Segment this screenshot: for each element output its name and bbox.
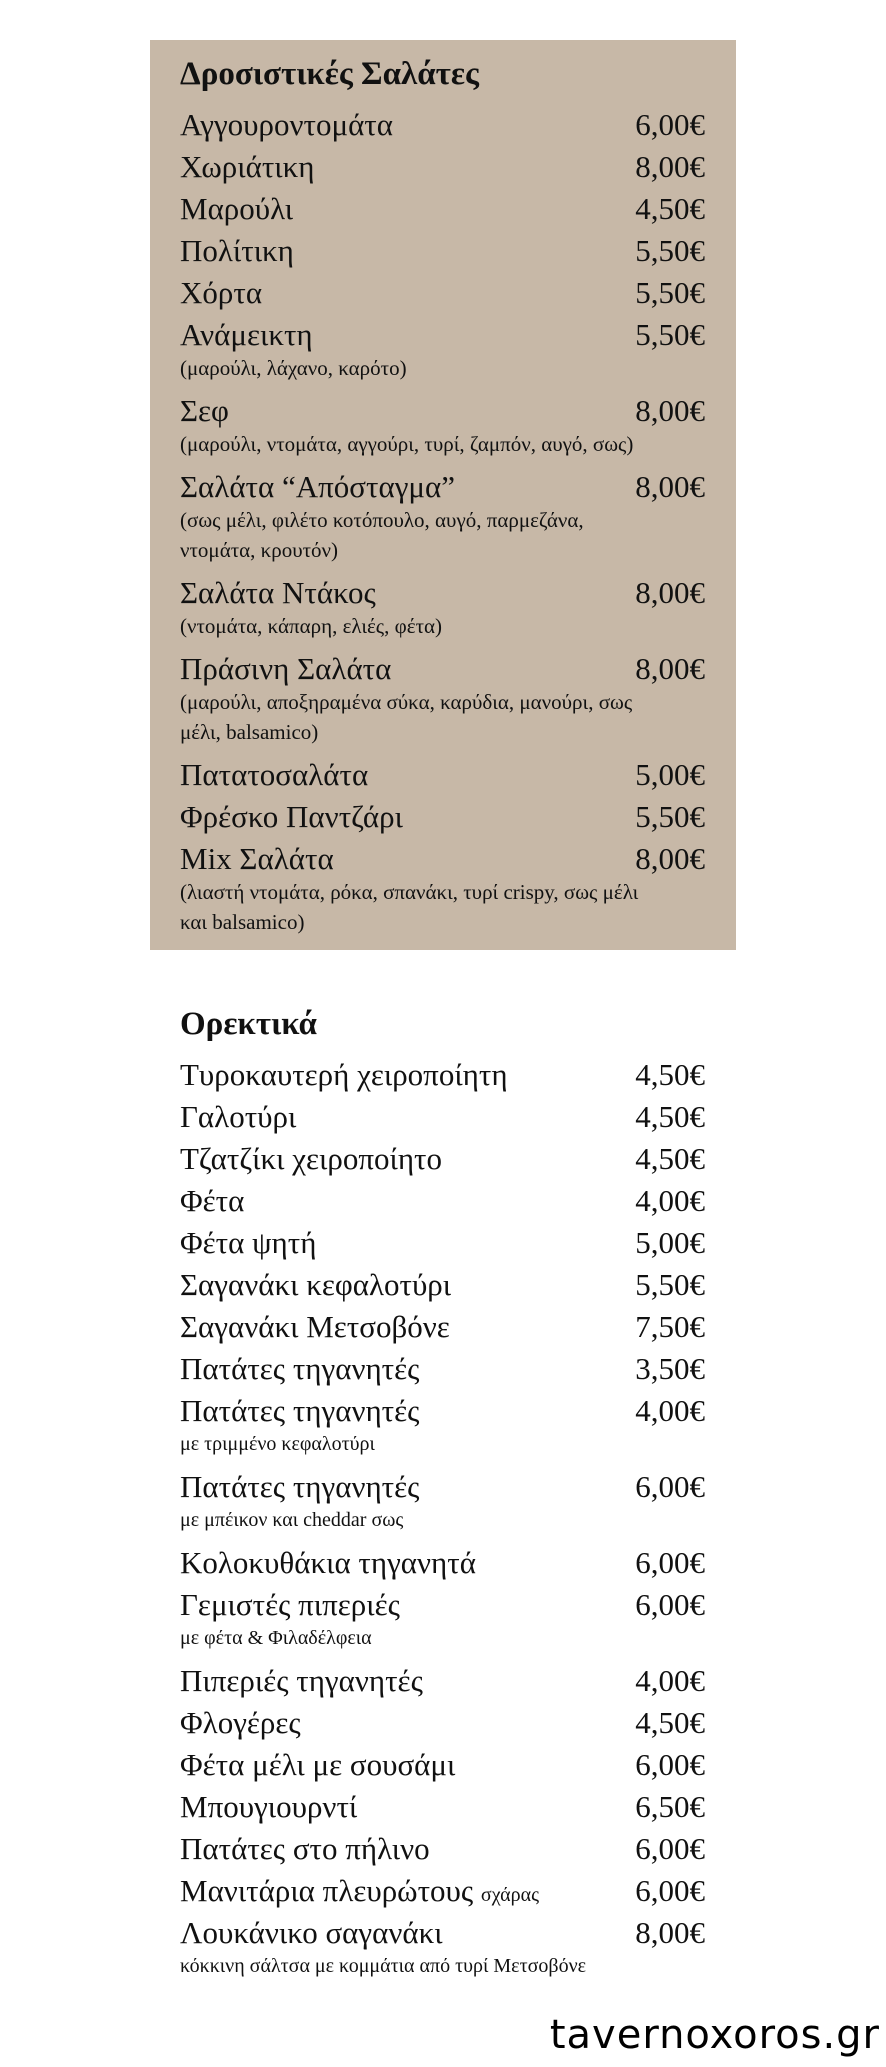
menu-item-name-text: Φέτα μέλι με σουσάμι	[180, 1747, 456, 1782]
menu-item-price: 5,50€	[635, 1267, 705, 1302]
menu-item-price: 5,50€	[635, 317, 705, 352]
menu-item-name-text: Πατάτες τηγανητές	[180, 1351, 420, 1386]
menu-item-name-text: Πατάτες τηγανητές	[180, 1469, 420, 1504]
menu-item-name-text: Κολοκυθάκια τηγανητά	[180, 1545, 476, 1580]
menu-item-price: 3,50€	[635, 1351, 705, 1386]
menu-item-price: 4,00€	[635, 1183, 705, 1218]
menu-item-name-text: Λουκάνικο σαγανάκι	[180, 1915, 443, 1950]
menu-item	[180, 189, 705, 231]
menu-item-name-text: Φρέσκο Παντζάρι	[180, 799, 403, 834]
menu-item-description: (μαρούλι, λάχανο, καρότο)	[180, 356, 407, 380]
menu-item	[180, 839, 705, 937]
menu-item-name	[180, 105, 393, 145]
menu-item-price: 6,00€	[635, 1469, 705, 1504]
menu-item-row	[180, 189, 705, 231]
menu-item	[180, 467, 705, 565]
menu-item-row	[180, 1703, 705, 1745]
menu-item-description: με φέτα & Φιλαδέλφεια	[180, 1627, 372, 1649]
menu-item-name	[180, 1467, 419, 1507]
menu-item-row	[180, 315, 705, 357]
menu-item	[180, 1055, 705, 1097]
menu-item-name	[180, 1223, 316, 1263]
menu-item-name-text: Πράσινη Σαλάτα	[180, 651, 392, 686]
menu-item-name-text: Μανιτάρια πλευρώτους	[180, 1873, 474, 1908]
menu-item-name-text: Γαλοτύρι	[180, 1099, 297, 1134]
menu-item-row	[180, 1871, 705, 1913]
menu-item	[180, 573, 705, 641]
salads-list	[180, 105, 705, 945]
menu-item-name-text: Σεφ	[180, 393, 229, 428]
menu-item-name	[180, 189, 293, 229]
menu-item	[180, 649, 705, 747]
site-watermark: tavernoxoros.gr	[549, 2012, 880, 2058]
menu-item-name	[180, 839, 334, 879]
menu-item-description: με τριμμένο κεφαλοτύρι	[180, 1433, 375, 1455]
menu-item-description: (μαρούλι, αποξηραμένα σύκα, καρύδια, μανούρι, σως μέλι, balsamico)	[180, 690, 633, 744]
menu-item-row	[180, 1787, 705, 1829]
menu-item	[180, 105, 705, 147]
menu-item-row	[180, 1585, 705, 1627]
menu-item-price: 8,00€	[635, 469, 705, 504]
menu-item	[180, 315, 705, 383]
menu-item-name-text: Σαλάτα “Απόσταγμα”	[180, 469, 456, 504]
menu-item-name-text: Πατάτες στο πήλινο	[180, 1831, 430, 1866]
salads-title: Δροσιστικές Σαλάτες	[180, 56, 479, 92]
menu-item-name-text: Χωριάτικη	[180, 149, 315, 184]
menu-item-price: 5,50€	[635, 799, 705, 834]
menu-item-name-text: Σαλάτα Ντάκος	[180, 575, 376, 610]
menu-item-description: κόκκινη σάλτσα με κομμάτια από τυρί Μετσοβόνε	[180, 1955, 587, 1977]
menu-item-name	[180, 273, 262, 313]
menu-item-price: 8,00€	[635, 393, 705, 428]
salads-section	[150, 40, 736, 950]
menu-item-name-text: Σαγανάκι Μετσοβόνε	[180, 1309, 450, 1344]
menu-item	[180, 1223, 705, 1265]
menu-item-name	[180, 573, 376, 613]
menu-item	[180, 1829, 705, 1871]
menu-item	[180, 1871, 705, 1913]
menu-item-row	[180, 649, 705, 691]
menu-item-row	[180, 1543, 705, 1585]
menu-item	[180, 1703, 705, 1745]
menu-item-name	[180, 797, 403, 837]
menu-item-price: 6,50€	[635, 1789, 705, 1824]
menu-item-name	[180, 649, 391, 689]
menu-item-name-text: Χόρτα	[180, 275, 263, 310]
menu-item-name	[180, 1307, 450, 1347]
menu-item-price: 8,00€	[635, 1915, 705, 1950]
menu-item-row	[180, 1265, 705, 1307]
menu-item-name-text: Γεμιστές πιπεριές	[180, 1587, 400, 1622]
menu-item	[180, 1097, 705, 1139]
menu-item-price: 8,00€	[635, 651, 705, 686]
menu-item-name	[180, 755, 368, 795]
appetizers-list	[180, 1055, 705, 1989]
menu-item-name-text: Πατατοσαλάτα	[180, 757, 369, 792]
menu-item-name	[180, 1913, 443, 1953]
menu-item-row	[180, 1139, 705, 1181]
menu-item-name-text: Μπουγιουρντί	[180, 1789, 358, 1824]
menu-item-name-text: Φέτα	[180, 1183, 245, 1218]
menu-item-name	[180, 1265, 451, 1305]
menu-item-row	[180, 391, 705, 433]
menu-item-price: 7,50€	[635, 1309, 705, 1344]
menu-item	[180, 1913, 705, 1981]
menu-item-name	[180, 147, 314, 187]
menu-item-name-text: Πιπεριές τηγανητές	[180, 1663, 423, 1698]
menu-item-name-text: Φέτα ψητή	[180, 1225, 317, 1260]
menu-item-name	[180, 231, 294, 271]
menu-item-row	[180, 1055, 705, 1097]
menu-item-description: (σως μέλι, φιλέτο κοτόπουλο, αυγό, παρμεζάνα, ντομάτα, κρουτόν)	[180, 508, 584, 562]
menu-item-price: 5,00€	[635, 1225, 705, 1260]
menu-item-price: 5,50€	[635, 275, 705, 310]
menu-item-row	[180, 1349, 705, 1391]
menu-item-name	[180, 1829, 430, 1869]
menu-item-name	[180, 1543, 476, 1583]
menu-item	[180, 1543, 705, 1585]
menu-item-name-text: Μαρούλι	[180, 191, 294, 226]
menu-item-name	[180, 1661, 423, 1701]
menu-item-price: 4,50€	[635, 1099, 705, 1134]
menu-item-name	[180, 1745, 455, 1785]
menu-item	[180, 1661, 705, 1703]
menu-item-row	[180, 573, 705, 615]
menu-item-name	[180, 1585, 400, 1625]
menu-item-name-text: Πατάτες τηγανητές	[180, 1393, 420, 1428]
menu-item-row	[180, 467, 705, 509]
menu-item-price: 4,00€	[635, 1393, 705, 1428]
menu-item-name	[180, 1391, 419, 1431]
menu-item	[180, 1307, 705, 1349]
menu-item-row	[180, 147, 705, 189]
menu-item-price: 4,50€	[635, 1057, 705, 1092]
menu-item-row	[180, 273, 705, 315]
menu-item-row	[180, 755, 705, 797]
menu-item-name-text: Πολίτικη	[180, 233, 294, 268]
menu-item-row	[180, 839, 705, 881]
menu-item-price: 6,00€	[635, 1747, 705, 1782]
menu-item	[180, 1467, 705, 1535]
menu-item-name	[180, 1349, 419, 1389]
menu-item	[180, 1787, 705, 1829]
menu-item-price: 6,00€	[635, 1831, 705, 1866]
menu-item-price: 4,50€	[635, 1141, 705, 1176]
menu-item-name-text: Τυροκαυτερή χειροποίητη	[180, 1057, 508, 1092]
menu-item-price: 4,50€	[635, 191, 705, 226]
menu-item-row	[180, 797, 705, 839]
menu-item-name	[180, 1871, 539, 1915]
menu-item	[180, 147, 705, 189]
menu-item-name-text: Ανάμεικτη	[180, 317, 313, 352]
menu-item-name-suffix: σχάρας	[480, 1884, 539, 1906]
menu-item-name	[180, 1139, 442, 1179]
menu-item-row	[180, 1223, 705, 1265]
menu-item-row	[180, 1391, 705, 1433]
menu-item-name	[180, 391, 229, 431]
menu-item-price: 8,00€	[635, 841, 705, 876]
menu-item-price: 5,00€	[635, 757, 705, 792]
menu-item	[180, 273, 705, 315]
menu-item-name	[180, 1787, 357, 1827]
menu-item-name	[180, 1703, 301, 1743]
menu-item-price: 6,00€	[635, 1587, 705, 1622]
menu-item-name-text: Φλογέρες	[180, 1705, 301, 1740]
menu-item	[180, 391, 705, 459]
menu-item	[180, 1265, 705, 1307]
menu-item-row	[180, 1097, 705, 1139]
menu-item-name	[180, 1055, 508, 1095]
menu-item-price: 6,00€	[635, 1545, 705, 1580]
menu-item	[180, 231, 705, 273]
menu-item-row	[180, 1307, 705, 1349]
menu-item-price: 8,00€	[635, 575, 705, 610]
menu-item	[180, 1181, 705, 1223]
menu-item-name-text: Αγγουροντομάτα	[180, 107, 394, 142]
menu-item-price: 5,50€	[635, 233, 705, 268]
menu-item-description: (μαρούλι, ντομάτα, αγγούρι, τυρί, ζαμπόν, αυγό, σως)	[180, 432, 634, 456]
menu-item-row	[180, 1829, 705, 1871]
menu-item-name-text: Τζατζίκι χειροποίητο	[180, 1141, 442, 1176]
menu-item-price: 8,00€	[635, 149, 705, 184]
menu-item	[180, 755, 705, 797]
menu-item	[180, 1585, 705, 1653]
menu-item-row	[180, 1913, 705, 1955]
menu-item-price: 6,00€	[635, 1873, 705, 1908]
menu-item	[180, 1349, 705, 1391]
menu-item-price: 4,50€	[635, 1705, 705, 1740]
menu-item-description: (ντομάτα, κάπαρη, ελιές, φέτα)	[180, 614, 442, 638]
menu-item-row	[180, 105, 705, 147]
menu-item	[180, 797, 705, 839]
menu-item-name	[180, 1097, 296, 1137]
menu-item-row	[180, 231, 705, 273]
menu-item-price: 6,00€	[635, 107, 705, 142]
menu-item-price: 4,00€	[635, 1663, 705, 1698]
menu-item-row	[180, 1745, 705, 1787]
menu-item-row	[180, 1467, 705, 1509]
menu-item-name	[180, 467, 455, 507]
menu-item-description: (λιαστή ντομάτα, ρόκα, σπανάκι, τυρί crispy, σως μέλι και balsamico)	[180, 880, 639, 934]
menu-item-description: με μπέικον και cheddar σως	[180, 1509, 404, 1531]
menu-item	[180, 1139, 705, 1181]
menu-item-name	[180, 315, 313, 355]
menu-item	[180, 1745, 705, 1787]
menu-item-name-text: Mix Σαλάτα	[180, 841, 334, 876]
menu-item-name-text: Σαγανάκι κεφαλοτύρι	[180, 1267, 452, 1302]
menu-item-row	[180, 1181, 705, 1223]
appetizers-title: Ορεκτικά	[180, 1006, 317, 1042]
menu-item-name	[180, 1181, 244, 1221]
menu-item-row	[180, 1661, 705, 1703]
menu-item	[180, 1391, 705, 1459]
